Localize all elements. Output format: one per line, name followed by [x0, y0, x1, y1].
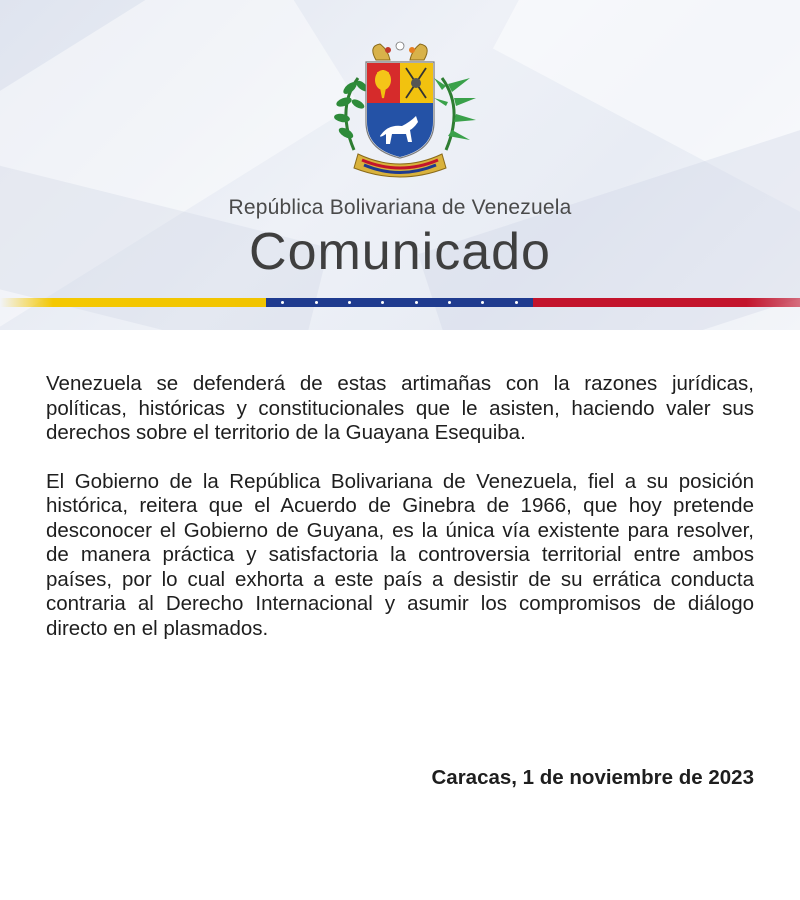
issuer-name: República Bolivariana de Venezuela — [228, 196, 572, 219]
star-icon — [515, 301, 518, 304]
page-title: Comunicado — [249, 223, 551, 281]
star-icon — [448, 301, 451, 304]
body-paragraph: El Gobierno de la República Bolivariana de Venezuela, fiel a su posición histórica, reitera que el Acuerdo de Ginebra de 1966, que hoy pretende desconocer el Gobierno de Guyana, es la única vía existente para resolver, de manera práctica y satisfactoria la controversia territorial entre ambos países, por lo cual exhorta a este país a desistir de su errática conducta contraria al Derecho Internacional y asumir los compromisos de diálogo directo en el plasmados. — [46, 469, 754, 640]
flag-yellow-band — [0, 298, 266, 307]
flag-blue-band — [266, 298, 533, 307]
coat-of-arms-icon — [318, 38, 482, 188]
place-and-date: Caracas, 1 de noviembre de 2023 — [431, 766, 754, 789]
body-paragraph: Venezuela se defenderá de estas artimañas con la razones jurídicas, políticas, históricas y constitucionales que le asisten, haciendo valer sus derechos sobre el territorio de la Guayana Esequiba. — [46, 372, 754, 444]
star-icon — [481, 301, 484, 304]
star-icon — [315, 301, 318, 304]
star-icon — [381, 301, 384, 304]
star-icon — [281, 301, 284, 304]
star-icon — [415, 301, 418, 304]
star-icon — [348, 301, 351, 304]
communique-body — [46, 372, 754, 665]
flag-stripe — [0, 298, 800, 307]
flag-red-band — [533, 298, 800, 307]
flag-stars — [266, 298, 533, 307]
header-banner — [0, 0, 800, 330]
